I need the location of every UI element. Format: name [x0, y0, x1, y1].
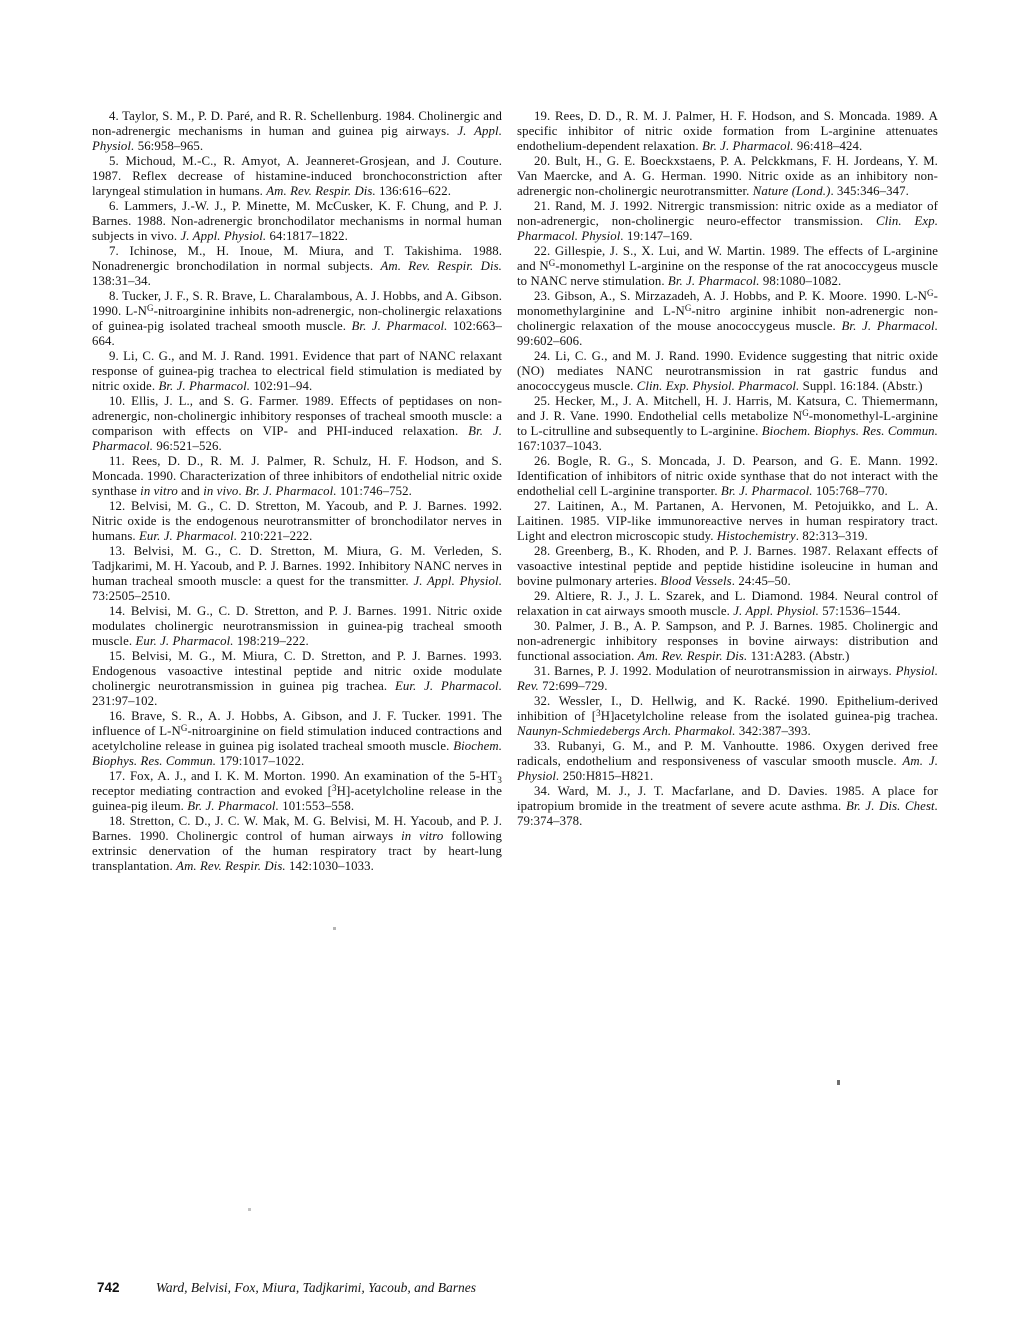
reference-text-segment: J. Appl. Physiol. — [92, 124, 502, 153]
reference-text-segment: 14. Belvisi, M. G., C. D. Stretton, and P. J. Barnes. 1991. Nitric oxide modulates cholinergic neurotransmission in guinea-pig tracheal smooth muscle. — [92, 604, 502, 648]
reference-text-segment: J. Appl. Physiol. — [733, 604, 819, 618]
reference-text-segment: 131:A283. (Abstr.) — [747, 649, 850, 663]
reference-text-segment: 20. Bult, H., G. E. Boeckxstaens, P. A. Pelckkmans, F. H. Jordeans, Y. M. Van Maercke, and A. G. Herman. 1990. Nitric oxide as an inhibitory non-adrenergic non-cholinergic neurotransmitter. — [517, 154, 938, 198]
reference-text-segment: Biochem. Biophys. Res. Commun. — [761, 424, 938, 438]
reference-text-segment: 96:521–526. — [153, 439, 222, 453]
reference-text-segment: -nitroarginine on field stimulation induced contractions and acetylcholine release in guinea pig isolated tracheal smooth muscle. — [92, 724, 502, 753]
reference-item — [92, 544, 502, 604]
reference-text-segment: 25. Hecker, M., J. A. Mitchell, H. J. Harris, M. Katsura, C. Thiemermann, and J. R. Vane. 1990. Endothelial cells metabolize N — [517, 394, 938, 423]
reference-text-segment: G — [146, 303, 154, 313]
reference-item — [517, 289, 938, 349]
page-number: 742 — [97, 1280, 120, 1295]
reference-text-segment: 18. Stretton, C. D., J. C. W. Mak, M. G. Belvisi, M. H. Yacoub, and P. J. Barnes. 1990. Cholinergic control of human airways — [92, 814, 502, 843]
reference-text-segment: Eur. J. Pharmacol. — [139, 529, 238, 543]
reference-text-segment: in vitro — [140, 484, 178, 498]
scan-speck — [837, 1080, 840, 1085]
reference-text-segment: 16. Brave, S. R., A. J. Hobbs, A. Gibson, and J. F. Tucker. 1991. The influence of L-N — [92, 709, 502, 738]
reference-text-segment: Suppl. 16:184. (Abstr.) — [799, 379, 923, 393]
reference-text-segment: Am. Rev. Respir. Dis. — [380, 259, 502, 273]
reference-text-segment: . 345:346–347. — [830, 184, 909, 198]
reference-text-segment: 142:1030–1033. — [285, 859, 374, 873]
reference-text-segment: 73:2505–2510. — [92, 589, 171, 603]
reference-text-segment: 102:91–94. — [250, 379, 313, 393]
reference-text-segment: 26. Bogle, R. G., S. Moncada, J. D. Pearson, and G. E. Mann. 1992. Identification of inhibitors of nitric oxide synthase that do not interact with the endothelial cell L-arginine transporter. — [517, 454, 938, 498]
reference-text-segment: Br. J. Pharmacol. — [245, 484, 337, 498]
scan-speck — [333, 927, 336, 930]
reference-text-segment: J. Appl. Physiol. — [180, 229, 267, 243]
reference-text-segment: Br. J. Pharmacol. — [701, 139, 794, 153]
reference-text-segment: G — [548, 258, 556, 268]
reference-text-segment: Br. J. Pharmacol. — [841, 319, 938, 333]
reference-item — [92, 289, 502, 349]
reference-text-segment: 13. Belvisi, M. G., C. D. Stretton, M. Miura, G. M. Verleden, S. Tadjkarimi, M. H. Yacoub, and P. J. Barnes. 1992. Inhibitory NANC nerves in human tracheal smooth muscle: a quest for the transmitter. — [92, 544, 502, 588]
reference-item — [517, 694, 938, 739]
reference-item — [92, 769, 502, 814]
reference-text-segment: 179:1017–1022. — [216, 754, 305, 768]
reference-item — [92, 454, 502, 499]
reference-text-segment: 27. Laitinen, A., M. Partanen, A. Hervonen, M. Petojuikko, and L. A. Laitinen. 1985. VIP-like immunoreactive nerves in human respiratory tract. Light and electron microscopic study. — [517, 499, 938, 543]
reference-text-segment: 19. Rees, D. D., R. M. J. Palmer, H. F. Hodson, and S. Moncada. 1989. A specific inhibitor of nitric oxide formation from L-arginine attenuates endothelium-dependent relaxation. — [517, 109, 938, 153]
reference-text-segment: 56:958–965. — [134, 139, 204, 153]
reference-text-segment: Biochem. Biophys. Res. Commun. — [92, 739, 502, 768]
reference-item — [517, 109, 938, 154]
reference-text-segment: 101:553–558. — [278, 799, 355, 813]
reference-text-segment: 12. Belvisi, M. G., C. D. Stretton, M. Yacoub, and P. J. Barnes. 1992. Nitric oxide is the endogenous neurotransmitter of bronchodilator nerves in humans. — [92, 499, 502, 543]
reference-text-segment: G — [802, 408, 809, 418]
reference-text-segment: 105:768–770. — [812, 484, 888, 498]
reference-item — [92, 154, 502, 199]
reference-text-segment: -monomethylarginine and L-N — [517, 289, 938, 318]
reference-text-segment: 17. Fox, A. J., and I. K. M. Morton. 1990. An examination of the 5-HT — [109, 769, 498, 783]
reference-text-segment: 8. Tucker, J. F., S. R. Brave, L. Charalambous, A. J. Hobbs, and A. Gibson. 1990. L-N — [92, 289, 502, 318]
reference-text-segment: 33. Rubanyi, G. M., and P. M. Vanhoutte. 1986. Oxygen derived free radicals, endothelium and responsiveness of vascular smooth muscle. — [517, 739, 938, 768]
reference-text-segment: following extrinsic denervation of the human respiratory tract by heart-lung transplantation. — [92, 829, 502, 873]
reference-text-segment: 98:1080–1082. — [759, 274, 842, 288]
reference-text-segment: H]acetylcholine release from the isolated guinea-pig trachea. — [600, 709, 939, 723]
reference-item — [92, 814, 502, 874]
reference-text-segment: 64:1817–1822. — [266, 229, 348, 243]
reference-item — [517, 784, 938, 829]
reference-text-segment: . 82:313–319. — [795, 529, 868, 543]
reference-text-segment: 138:31–34. — [92, 274, 151, 288]
reference-item — [92, 199, 502, 244]
reference-text-segment: 210:221–222. — [237, 529, 313, 543]
reference-item — [517, 349, 938, 394]
reference-text-segment: . — [238, 484, 245, 498]
reference-text-segment: in vivo — [203, 484, 239, 498]
reference-text-segment: 30. Palmer, J. B., A. P. Sampson, and P. J. Barnes. 1985. Cholinergic and non-adrenergic inhibitory responses in bovine airways: distribution and functional association. — [517, 619, 938, 663]
reference-item — [92, 394, 502, 454]
page-footer — [97, 1280, 797, 1296]
reference-text-segment: 250:H815–H821. — [559, 769, 654, 783]
reference-item — [517, 664, 938, 694]
scan-speck — [248, 1208, 251, 1211]
reference-text-segment: 79:374–378. — [517, 814, 583, 828]
reference-text-segment: 342:387–393. — [735, 724, 811, 738]
reference-text-segment: Am. Rev. Respir. Dis. — [637, 649, 748, 663]
reference-text-segment: 3 — [332, 783, 337, 793]
reference-text-segment: 102:663–664. — [92, 319, 502, 348]
reference-text-segment: Eur. J. Pharmacol. — [135, 634, 234, 648]
reference-text-segment: Histochemistry — [716, 529, 796, 543]
reference-item — [517, 244, 938, 289]
reference-text-segment: 19:147–169. — [623, 229, 693, 243]
reference-text-segment: G — [180, 723, 188, 733]
reference-item — [517, 199, 938, 244]
reference-text-segment: 7. Ichinose, M., H. Inoue, M. Miura, and T. Takishima. 1988. Nonadrenergic bronchodilation in normal subjects. — [92, 244, 502, 273]
reference-item — [517, 454, 938, 499]
reference-text-segment: Br. J. Pharmacol. — [351, 319, 448, 333]
reference-text-segment: 21. Rand, M. J. 1992. Nitrergic transmission: nitric oxide as a mediator of non-adrenergic, non-cholinergic neuro-effector transmission. — [517, 199, 938, 228]
reference-item — [92, 499, 502, 544]
reference-text-segment: 32. Wessler, I., D. Hellwig, and K. Racké. 1990. Epithelium-derived inhibition of [ — [517, 694, 938, 723]
reference-text-segment: Blood Vessels — [660, 574, 732, 588]
reference-text-segment: 15. Belvisi, M. G., M. Miura, C. D. Stretton, and P. J. Barnes. 1993. Endogenous vasoactive intestinal peptide and nitric oxide modulate cholinergic neurotransmission in guinea pig trachea. — [92, 649, 502, 693]
reference-text-segment: 5. Michoud, M.-C., R. Amyot, A. Jeanneret-Grosjean, and J. Couture. 1987. Reflex decrease of histamine-induced bronchoconstriction after laryngeal stimulation in humans. — [92, 154, 502, 198]
reference-text-segment: 4. Taylor, S. M., P. D. Paré, and R. R. Schellenburg. 1984. Cholinergic and non-adrenergic mechanisms in human and guinea pig airways. — [92, 109, 502, 138]
reference-text-segment: 23. Gibson, A., S. Mirzazadeh, A. J. Hobbs, and P. K. Moore. 1990. L-N — [534, 289, 928, 303]
references-column-right — [517, 109, 938, 829]
reference-item — [517, 499, 938, 544]
reference-item — [92, 244, 502, 289]
reference-item — [517, 589, 938, 619]
reference-text-segment: Clin. Exp. Pharmacol. Physiol. — [517, 214, 938, 243]
reference-text-segment: 101:746–752. — [336, 484, 412, 498]
reference-text-segment: Physiol. Rev. — [517, 664, 938, 693]
reference-text-segment: receptor mediating contraction and evoked [ — [92, 784, 332, 798]
reference-text-segment: Am. Rev. Respir. Dis. — [266, 184, 376, 198]
reference-text-segment: 99:602–606. — [517, 334, 583, 348]
reference-text-segment: Am. Rev. Respir. Dis. — [176, 859, 286, 873]
reference-text-segment: Nature (Lond.) — [752, 184, 831, 198]
reference-text-segment: 198:219–222. — [233, 634, 309, 648]
reference-text-segment: H]-acetylcholine release in the guinea-pig ileum. — [92, 784, 503, 813]
reference-text-segment: 24. Li, C. G., and M. J. Rand. 1990. Evidence suggesting that nitric oxide (NO) mediates NANC neurotransmission in rat gastric fundus and anococcygeus muscle. — [517, 349, 938, 393]
reference-text-segment: 3 — [497, 774, 502, 785]
reference-text-segment: Eur. J. Pharmacol. — [394, 679, 502, 693]
reference-text-segment: 29. Altiere, R. J., J. L. Szarek, and L. Diamond. 1984. Neural control of relaxation in cat airways smooth muscle. — [517, 589, 938, 618]
reference-text-segment: -nitro arginine inhibit non-adrenergic non-cholinergic relaxation of the mouse anococcygeus muscle. — [517, 304, 938, 333]
reference-text-segment: 11. Rees, D. D., R. M. J. Palmer, R. Schulz, H. F. Hodson, and S. Moncada. 1990. Characterization of three inhibitors of endothelial nitric oxide synthase — [92, 454, 502, 498]
reference-text-segment: 28. Greenberg, B., K. Rhoden, and P. J. Barnes. 1987. Relaxant effects of vasoactive intestinal peptide and peptide histidine isoleucine in human and bovine pulmonary arteries. — [517, 544, 938, 588]
reference-text-segment: 57:1536–1544. — [818, 604, 901, 618]
reference-text-segment: 96:418–424. — [793, 139, 863, 153]
reference-item — [92, 709, 502, 769]
reference-text-segment: 31. Barnes, P. J. 1992. Modulation of neurotransmission in airways. — [534, 664, 896, 678]
reference-text-segment: 3 — [596, 708, 601, 718]
reference-text-segment: -monomethyl-L-arginine to L-citrulline and subsequently to L-arginine. — [517, 409, 938, 438]
reference-text-segment: Br. J. Dis. Chest. — [845, 799, 938, 813]
reference-text-segment: 6. Lammers, J.-W. J., P. Minette, M. McCusker, K. F. Chung, and P. J. Barnes. 1988. Non-adrenergic bronchodilator mechanisms in normal human subjects in vivo. — [92, 199, 502, 243]
reference-text-segment: 34. Ward, M. J., J. T. Macfarlane, and D. Davies. 1985. A place for ipatropium bromide in the treatment of severe acute asthma. — [517, 784, 938, 813]
reference-item — [92, 604, 502, 649]
reference-item — [517, 544, 938, 589]
reference-text-segment: -monomethyl L-arginine on the response of the rat anococcygeus muscle to NANC nerve stimulation. — [517, 259, 939, 288]
reference-text-segment: 72:699–729. — [538, 679, 608, 693]
reference-item — [92, 349, 502, 394]
reference-text-segment: 231:97–102. — [92, 694, 158, 708]
reference-item — [92, 109, 502, 154]
reference-text-segment: 167:1037–1043. — [517, 439, 602, 453]
reference-text-segment: Br. J. Pharmacol. — [720, 484, 813, 498]
reference-text-segment: G — [684, 303, 692, 313]
reference-text-segment: 136:616–622. — [375, 184, 452, 198]
reference-text-segment: and — [177, 484, 204, 498]
reference-text-segment: -nitroarginine inhibits non-adrenergic, non-cholinergic relaxations of guinea-pig isolated tracheal smooth muscle. — [92, 304, 502, 333]
reference-item — [517, 394, 938, 454]
reference-text-segment: Br. J. Pharmacol. — [667, 274, 760, 288]
reference-text-segment: Am. J. Physiol. — [517, 754, 938, 783]
reference-item — [517, 619, 938, 664]
reference-item — [92, 649, 502, 709]
running-title: Ward, Belvisi, Fox, Miura, Tadjkarimi, Yacoub, and Barnes — [155, 1280, 477, 1295]
reference-text-segment: Br. J. Pharmacol. — [158, 379, 251, 393]
reference-text-segment: 22. Gillespie, J. S., X. Lui, and W. Martin. 1989. The effects of L-arginine and N — [517, 244, 938, 273]
reference-item — [517, 154, 938, 199]
references-column-left — [92, 109, 502, 874]
reference-text-segment: 9. Li, C. G., and M. J. Rand. 1991. Evidence that part of NANC relaxant response of guinea-pig trachea to electrical field stimulation is mediated by nitric oxide. — [92, 349, 502, 393]
reference-text-segment: G — [927, 288, 934, 298]
reference-text-segment: 10. Ellis, J. L., and S. G. Farmer. 1989. Effects of peptidases on non-adrenergic, non-cholinergic inhibitory responses of tracheal smooth muscle: a comparison with effects on VIP- and PHI-induced relaxation. — [92, 394, 502, 438]
reference-text-segment: Naunyn-Schmiedebergs Arch. Pharmakol. — [517, 724, 736, 738]
reference-text-segment: in vitro — [401, 829, 444, 843]
reference-item — [517, 739, 938, 784]
reference-text-segment: Br. J. Pharmacol. — [187, 799, 279, 813]
reference-text-segment: Br. J. Pharmacol. — [92, 424, 502, 453]
reference-text-segment: . 24:45–50. — [731, 574, 791, 588]
reference-text-segment: Clin. Exp. Physiol. Pharmacol. — [636, 379, 800, 393]
reference-text-segment: J. Appl. Physiol. — [413, 574, 502, 588]
